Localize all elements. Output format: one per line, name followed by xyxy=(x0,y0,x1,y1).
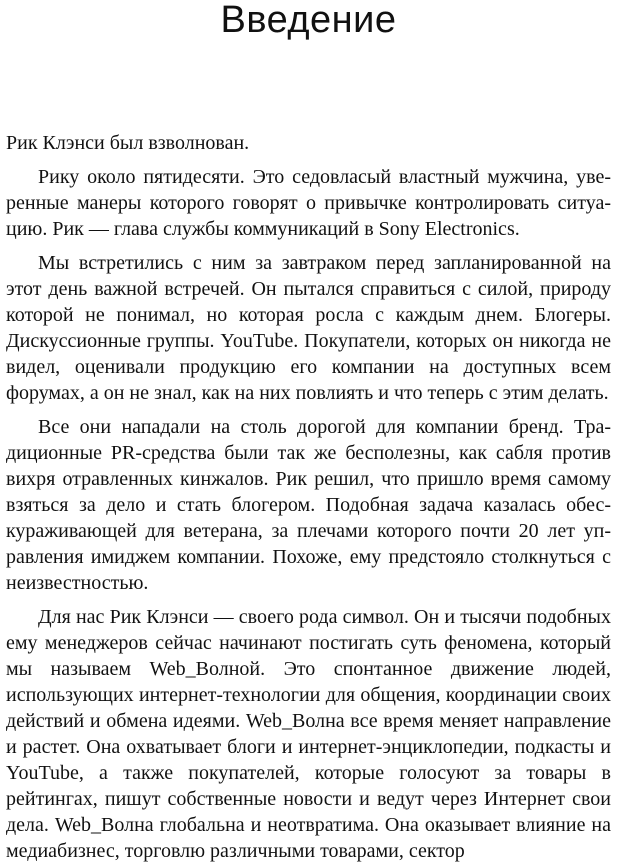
chapter-title: Введение xyxy=(220,0,397,41)
paragraph: Все они нападали на столь дорогой для компании бренд. Традиционные PR-средства были так же бесполезны, как сабля против вихря отравленных кинжалов. Рик решил, что пришло время самому взяться за дело и стать блогером. Подобная задача казалась обескураживающей для ветерана, за плечами которого почти 20 лет управления имиджем компании. Похоже, ему предстояло столкнуться с неизвестностью. xyxy=(6,416,611,594)
paragraph: Для нас Рик Клэнси — своего рода символ. Он и тысячи подобных ему менеджеров сейчас начинают постигать суть феномена, который мы называем Web_Волной. Это спонтанное движение людей, использующих интернет-технологии для общения, координации своих действий и обмена идеями. Web_Волна все время меняет направление и растет. Она охватывает блоги и интернет-энциклопедии, подкасты и YouTube, а также покупателей, которые голосуют за товары в рейтингах, пишут собственные новости и ведут через Интернет свои дела. Web_Волна глобальна и неотвратима. Она оказывает влияние на медиабизнес, торговлю различными товарами, сектор xyxy=(6,606,611,862)
paragraph: Рику около пятидесяти. Это седовласый властный мужчина, уверенные манеры которого говорят о привычке контролировать ситуацию. Рик — глава службы коммуникаций в Sony Electronics. xyxy=(6,166,611,240)
body-text xyxy=(6,130,611,864)
paragraph: Рик Клэнси был взволнован. xyxy=(6,132,250,154)
paragraph: Мы встретились с ним за завтраком перед запланированной на этот день важной встречей. Он пытался справиться с силой, природу которой не понимал, но которая росла с каждым днем. Блогеры. Дискуссионные группы. YouTube. Покупатели, которых он никогда не видел, оценивали продукцию его компании на доступных всем форумах, а он не знал, как на них повлиять и что теперь с этим делать. xyxy=(6,252,611,404)
